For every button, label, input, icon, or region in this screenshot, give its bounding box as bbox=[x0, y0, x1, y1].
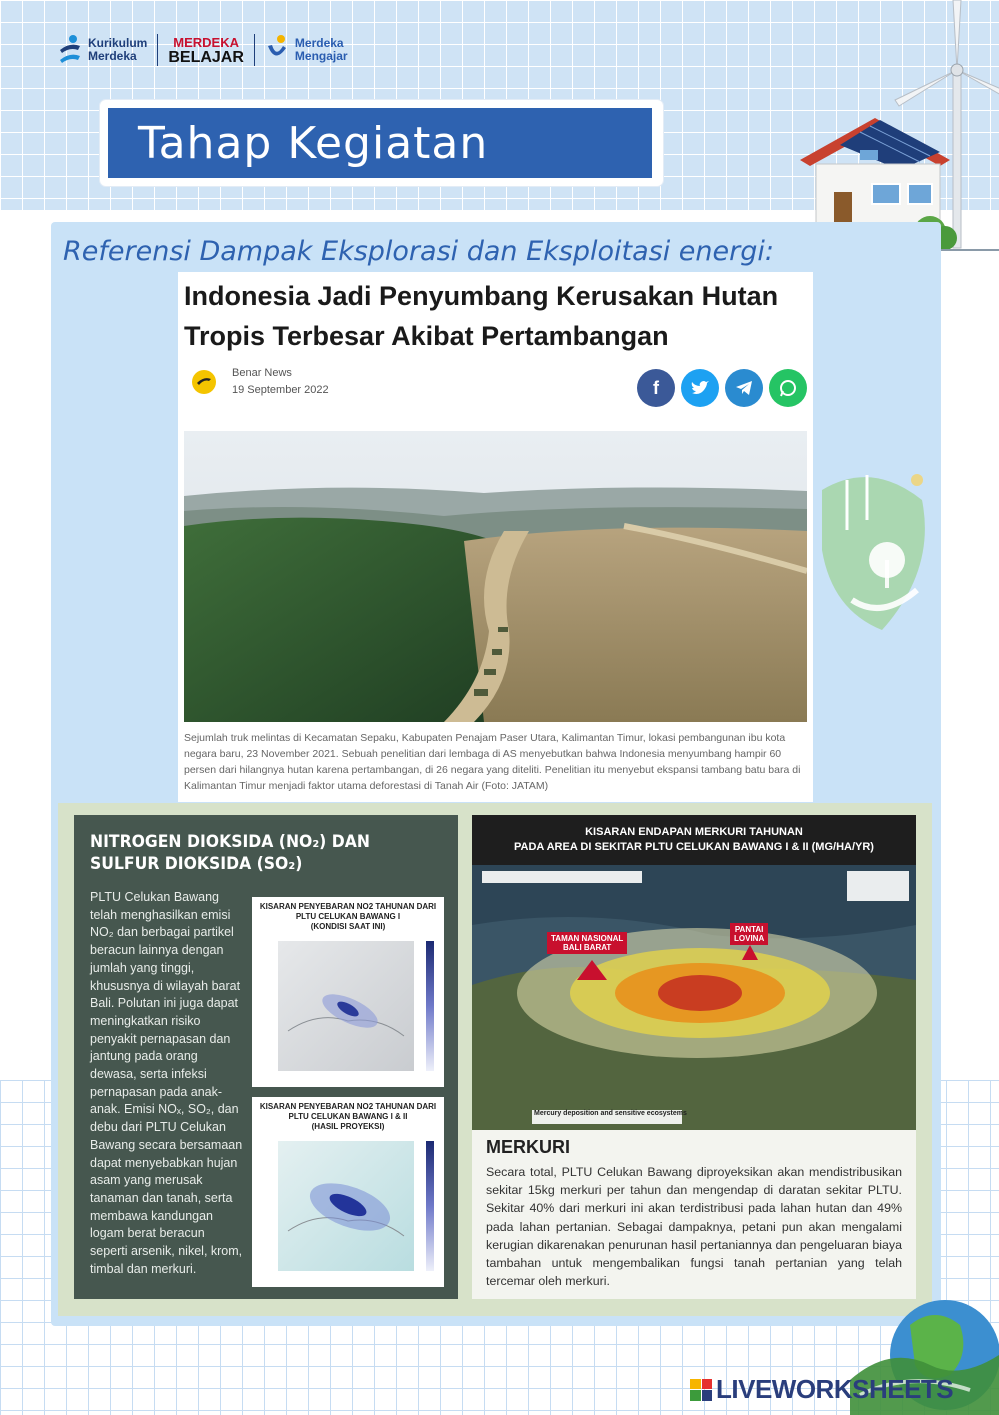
merdeka-belajar-logo bbox=[168, 35, 244, 65]
logo-merdeka-line2: BELAJAR bbox=[168, 49, 244, 66]
benar-news-logo-icon bbox=[192, 370, 216, 394]
article-headline: Indonesia Jadi Penyumbang Kerusakan Hutan Tropis Terbesar Akibat Pertambangan bbox=[184, 281, 779, 351]
map-label-pantai-lovina bbox=[730, 923, 768, 945]
no2-plume-current bbox=[278, 941, 414, 1071]
logo-divider bbox=[254, 34, 255, 66]
map-label-1-line1: TAMAN NASIONAL bbox=[551, 934, 624, 943]
no2-colorbar bbox=[426, 941, 434, 1071]
article-source bbox=[192, 365, 329, 399]
mercury-panel bbox=[472, 815, 916, 1299]
logo-kurikulum-line1: Kurikulum bbox=[88, 36, 148, 50]
mercury-map bbox=[472, 865, 916, 1130]
mercury-header-line1: KISARAN ENDAPAN MERKURI TAHUNAN bbox=[585, 826, 803, 838]
section-subtitle: Referensi Dampak Eksplorasi dan Eksploitasi energi: bbox=[63, 236, 774, 267]
mercury-header bbox=[472, 815, 916, 865]
logo-mengajar-line1: Merdeka bbox=[294, 36, 344, 50]
photo-caption: Sejumlah truk melintas di Kecamatan Sepaku, Kabupaten Penajam Paser Utara, Kalimantan Timur, lokasi pembangunan ibu kota negara baru, 23 November 2021. Sebuah penelitian dari lembaga di AS menyebutkan bahwa Indonesia menyumbang hampir 60 persen dari hilangnya hutan karena pertambangan, di 26 negara yang diteliti. Penelitian itu menyebut ekspansi tambang batu bara di Kalimantan Timur menjadi faktor utama deforestasi di Tanah Air (Foto: JATAM) bbox=[184, 732, 801, 792]
map-label-1-line2: BALI BARAT bbox=[563, 943, 612, 952]
title-banner bbox=[108, 108, 652, 178]
no2-so2-title bbox=[90, 831, 421, 875]
mini-map-1-title-line2: PLTU CELUKAN BAWANG I bbox=[295, 912, 401, 921]
mini-map-1-title-line1: KISARAN PENYEBARAN NO2 TAHUNAN DARI bbox=[259, 902, 437, 911]
mercury-deposition-map bbox=[472, 865, 916, 1130]
share-buttons bbox=[637, 369, 807, 407]
whatsapp-icon[interactable] bbox=[769, 369, 807, 407]
source-name: Benar News bbox=[232, 367, 292, 379]
logo-merdeka-line1: MERDEKA bbox=[173, 35, 239, 50]
kurikulum-merdeka-icon bbox=[58, 34, 82, 66]
title-box bbox=[100, 100, 663, 186]
telegram-icon[interactable] bbox=[725, 369, 763, 407]
house-wind-turbine-illustration bbox=[760, 0, 999, 255]
no2-so2-panel bbox=[74, 815, 458, 1299]
mercury-title: MERKURI bbox=[486, 1137, 570, 1157]
mercury-body: Secara total, PLTU Celukan Bawang diproyeksikan akan mendistribusikan sekitar 15kg merkuri per tahun dan mengendap di daratan sekitar PLTU. Sekitar 40% dari merkuri ini akan terdistribusi pada lahan hutan dan 49% pada lahan pertanian. Sebagai dampaknya, petani pun akan mengalami kerugian dikarenakan penurunan hasil pertaniannya dan pengeluaran biaya tambahan untuk mengembalikan fungsi tanah pertanian yang telah tercemar oleh merkuri. bbox=[486, 1165, 902, 1289]
map-label-2-line1: PANTAI bbox=[734, 925, 764, 934]
mercury-header-line2: PADA AREA DI SEKITAR PLTU CELUKAN BAWANG I & II (MG/HA/YR) bbox=[514, 841, 874, 853]
map-footer: Mercury deposition and sensitive ecosystems bbox=[534, 1110, 687, 1117]
no2-so2-title-line1: NITROGEN DIOKSIDA (NO₂) DAN bbox=[90, 832, 370, 852]
mini-map-1-title-line3: (KONDISI SAAT INI) bbox=[310, 922, 386, 931]
no2-map-projected bbox=[252, 1097, 444, 1287]
facebook-icon[interactable]: f bbox=[637, 369, 675, 407]
logo-kurikulum-line2: Merdeka bbox=[88, 49, 137, 63]
no2-so2-title-line2: SULFUR DIOKSIDA (SO₂) bbox=[90, 854, 303, 874]
mini-map-2-title-line1: KISARAN PENYEBARAN NO2 TAHUNAN DARI bbox=[259, 1102, 437, 1111]
no2-map-current bbox=[252, 897, 444, 1087]
article-date: 19 September 2022 bbox=[232, 384, 329, 396]
header-logos bbox=[58, 30, 348, 70]
kurikulum-merdeka-logo bbox=[58, 34, 147, 66]
mini-map-2-title-line2: PLTU CELUKAN BAWANG I & II bbox=[288, 1112, 408, 1121]
map-label-taman-nasional bbox=[547, 932, 627, 954]
twitter-icon[interactable] bbox=[681, 369, 719, 407]
logo-mengajar-line2: Mengajar bbox=[294, 49, 348, 63]
eco-hand-icon bbox=[812, 460, 937, 645]
liveworksheets-brand bbox=[690, 1374, 953, 1405]
mini-map-2-title-line3: (HASIL PROYEKSI) bbox=[311, 1122, 385, 1131]
news-article bbox=[178, 272, 813, 802]
liveworksheets-logo-icon bbox=[690, 1379, 712, 1401]
merdeka-mengajar-logo bbox=[265, 34, 348, 66]
no2-plume-projected bbox=[278, 1141, 414, 1271]
deforestation-photo bbox=[184, 431, 807, 722]
no2-colorbar bbox=[426, 1141, 434, 1271]
logo-divider bbox=[157, 34, 158, 66]
page-title: Tahap Kegiatan bbox=[138, 118, 489, 169]
no2-so2-body: PLTU Celukan Bawang telah menghasilkan emisi NO₂ dan berbagai partikel beracun lainnya dengan jumlah yang tinggi, khususnya di wilayah barat Bali. Polutan ini juga dapat meningkatkan risiko penyakit pernapasan dan jantung pada orang dewasa, serta infeksi pernapasan pada anak-anak. Emisi NOₓ, SO₂, dan debu dari PLTU Celukan Bawang secara bersamaan dapat menyebabkan hujan asam yang merusak tanaman dan tanah, serta membawa kandungan logam berat beracun seperti arsenik, nikel, krom, timbal dan merkuri. bbox=[90, 890, 243, 1276]
liveworksheets-wordmark: LIVEWORKSHEETS bbox=[716, 1374, 954, 1404]
merdeka-mengajar-icon bbox=[265, 34, 289, 66]
map-label-2-line2: LOVINA bbox=[734, 934, 765, 943]
infographic bbox=[58, 803, 932, 1316]
